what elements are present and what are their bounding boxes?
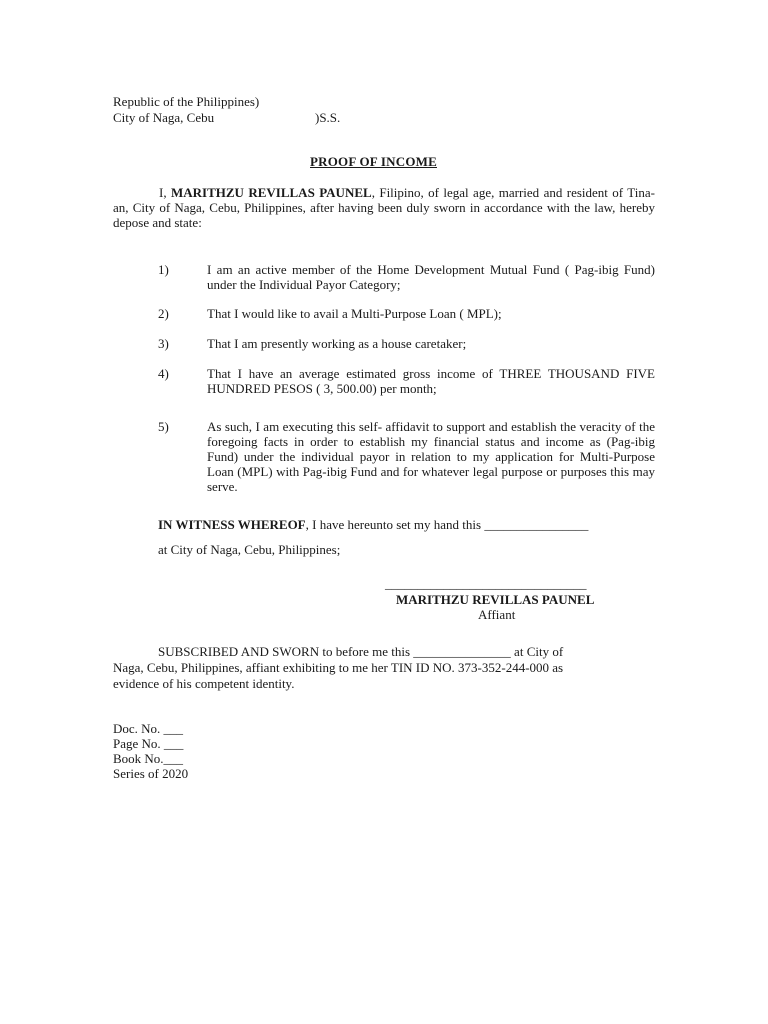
series-year: Series of 2020	[113, 766, 189, 781]
item-4-text: That I have an average estimated gross income of THREE THOUSAND FIVE HUNDRED PESOS ( 3, 500.00) per month;	[207, 366, 655, 396]
affiant-label: Affiant	[478, 607, 516, 622]
witness-text: , I have hereunto set my hand this ________________	[305, 517, 589, 532]
item-2-text: That I would like to avail a Multi-Purpose Loan ( MPL);	[207, 306, 502, 321]
venue-country: Republic of the Philippines)	[113, 94, 260, 109]
doc-number: Doc. No. ___	[113, 721, 184, 736]
signature-line: _______________________________	[385, 576, 587, 591]
venue-city: City of Naga, Cebu	[113, 110, 215, 125]
item-2-number: 2)	[158, 306, 169, 321]
jurat-line-2: Naga, Cebu, Philippines, affiant exhibiting to me her TIN ID NO. 373-352-244-000 as	[113, 660, 564, 675]
item-3-number: 3)	[158, 336, 169, 351]
item-5-text: As such, I am executing this self- affidavit to support and establish the veracity of the foregoing facts in order to establish my financial status and income as (Pag-ibig Fund) under the individual payor in relation to my application for Multi-Purpose Loan (MPL) with Pag-ibig Fund and for whatever legal purpose or purposes this may serve.	[207, 419, 655, 494]
book-number: Book No.___	[113, 751, 184, 766]
item-1-text: I am an active member of the Home Development Mutual Fund ( Pag-ibig Fund) under the Individual Payor Category;	[207, 262, 655, 292]
intro-paragraph	[113, 185, 655, 230]
item-5-number: 5)	[158, 419, 169, 434]
jurat-line-3: evidence of his competent identity.	[113, 676, 295, 691]
document-title: PROOF OF INCOME	[310, 154, 437, 169]
witness-heading: IN WITNESS WHEREOF	[158, 517, 306, 532]
intro-prefix: I,	[159, 185, 171, 200]
intro-text: , Filipino, of legal age, married and resident of Tina-an, City of Naga, Cebu, Philippines, after having been duly sworn in accordance with the law, hereby depose and state:	[113, 185, 655, 230]
venue-ss: )S.S.	[315, 110, 341, 125]
affiant-name-signature: MARITHZU REVILLAS PAUNEL	[396, 592, 595, 607]
item-1-number: 1)	[158, 262, 169, 277]
jurat-line-1: SUBSCRIBED AND SWORN to before me this _______________ at City of	[158, 644, 564, 659]
page-number: Page No. ___	[113, 736, 184, 751]
affiant-name-intro: MARITHZU REVILLAS PAUNEL	[170, 185, 372, 200]
item-4-number: 4)	[158, 366, 169, 381]
witness-clause	[158, 517, 588, 532]
witness-place: at City of Naga, Cebu, Philippines;	[158, 542, 341, 557]
item-3-text: That I am presently working as a house caretaker;	[207, 336, 467, 351]
